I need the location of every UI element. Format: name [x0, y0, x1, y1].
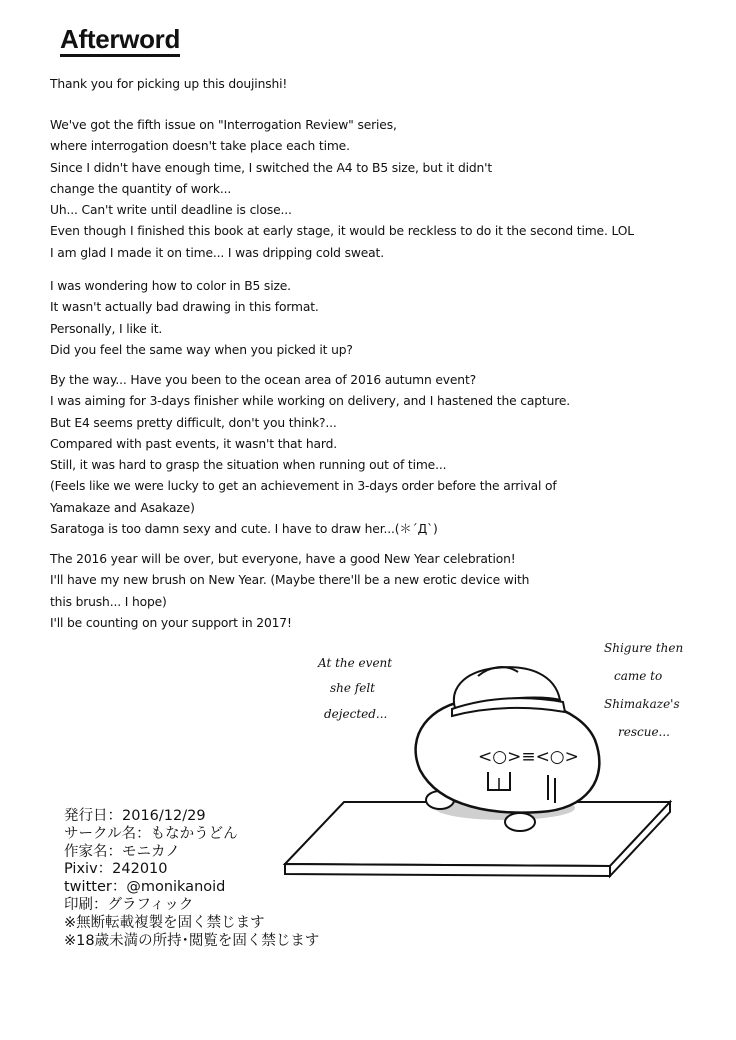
text-line: Thank you for picking up this doujinshi! [50, 77, 288, 91]
text-line: change the quantity of work... [50, 181, 232, 196]
text-line: Still, it was hard to grasp the situation when running out of time... [50, 458, 447, 473]
text-line: It wasn't actually bad drawing in this format. [50, 300, 319, 315]
face: <○>≡<○> [478, 747, 579, 767]
text-line: By the way... Have you been to the ocean area of 2016 autumn event? [50, 373, 476, 387]
colophon-line: 作家名：モニカノ [64, 843, 180, 860]
board-front [285, 864, 610, 876]
text-line: But E4 seems pretty difficult, don't you think?... [50, 415, 337, 430]
colophon-line: Pixiv：242010 [64, 861, 168, 878]
text-line: Did you feel the same way when you picked it up? [50, 342, 353, 357]
note-right-line: Shigure then [604, 641, 684, 655]
note-left-line: dejected... [324, 707, 388, 721]
text-line: Saratoga is too damn sexy and cute. I have to draw her...(＊´Д`) [50, 522, 438, 537]
colophon-line: twitter：@monikanoid [64, 879, 226, 896]
text-line: We've got the fifth issue on "Interrogation Review" series, [50, 118, 397, 132]
text-line: Compared with past events, it wasn't that hard. [50, 436, 337, 451]
page-title: Afterword [60, 24, 181, 54]
text-line: Uh... Can't write until deadline is close... [50, 203, 292, 218]
text-line: I'll be counting on your support in 2017! [50, 615, 292, 630]
text-line: The 2016 year will be over, but everyone, have a good New Year celebration! [50, 552, 516, 566]
text-line: Personally, I like it. [50, 321, 163, 336]
colophon-line: ※無断転載複製を固く禁じます [64, 914, 265, 931]
colophon-line: サークル名：もなかうどん [64, 825, 238, 842]
text-line: Even though I finished this book at early stage, it would be reckless to do it the second time. LOL [50, 224, 634, 239]
note-left-line: she felt [330, 681, 376, 695]
right-foot [505, 813, 535, 831]
text-line: Since I didn't have enough time, I switched the A4 to B5 size, but it didn't [50, 160, 493, 175]
colophon [64, 808, 319, 950]
colophon-line: 印刷：グラフィック [64, 896, 194, 913]
text-line: I am glad I made it on time... I was dripping cold sweat. [50, 245, 384, 260]
text-line: where interrogation doesn't take place each time. [50, 139, 350, 154]
text-line: I'll have my new brush on New Year. (Maybe there'll be a new erotic device with [50, 573, 530, 588]
text-line: this brush... I hope) [50, 594, 167, 609]
note-right-line: came to [614, 669, 663, 683]
text-line: I was wondering how to color in B5 size. [50, 279, 291, 293]
text-line: (Feels like we were lucky to get an achievement in 3-days order before the arrival of [50, 479, 557, 494]
note-right-line: Shimakaze's [604, 697, 680, 711]
text-line: I was aiming for 3-days finisher while working on delivery, and I hastened the capture. [50, 394, 571, 409]
colophon-line: ※18歳未満の所持･閲覧を固く禁じます [64, 932, 320, 949]
note-left-line: At the event [318, 656, 393, 670]
colophon-line: 発行日：2016/12/29 [64, 808, 206, 824]
text-line: Yamakaze and Asakaze) [50, 500, 195, 515]
note-right-line: rescue... [618, 725, 670, 739]
